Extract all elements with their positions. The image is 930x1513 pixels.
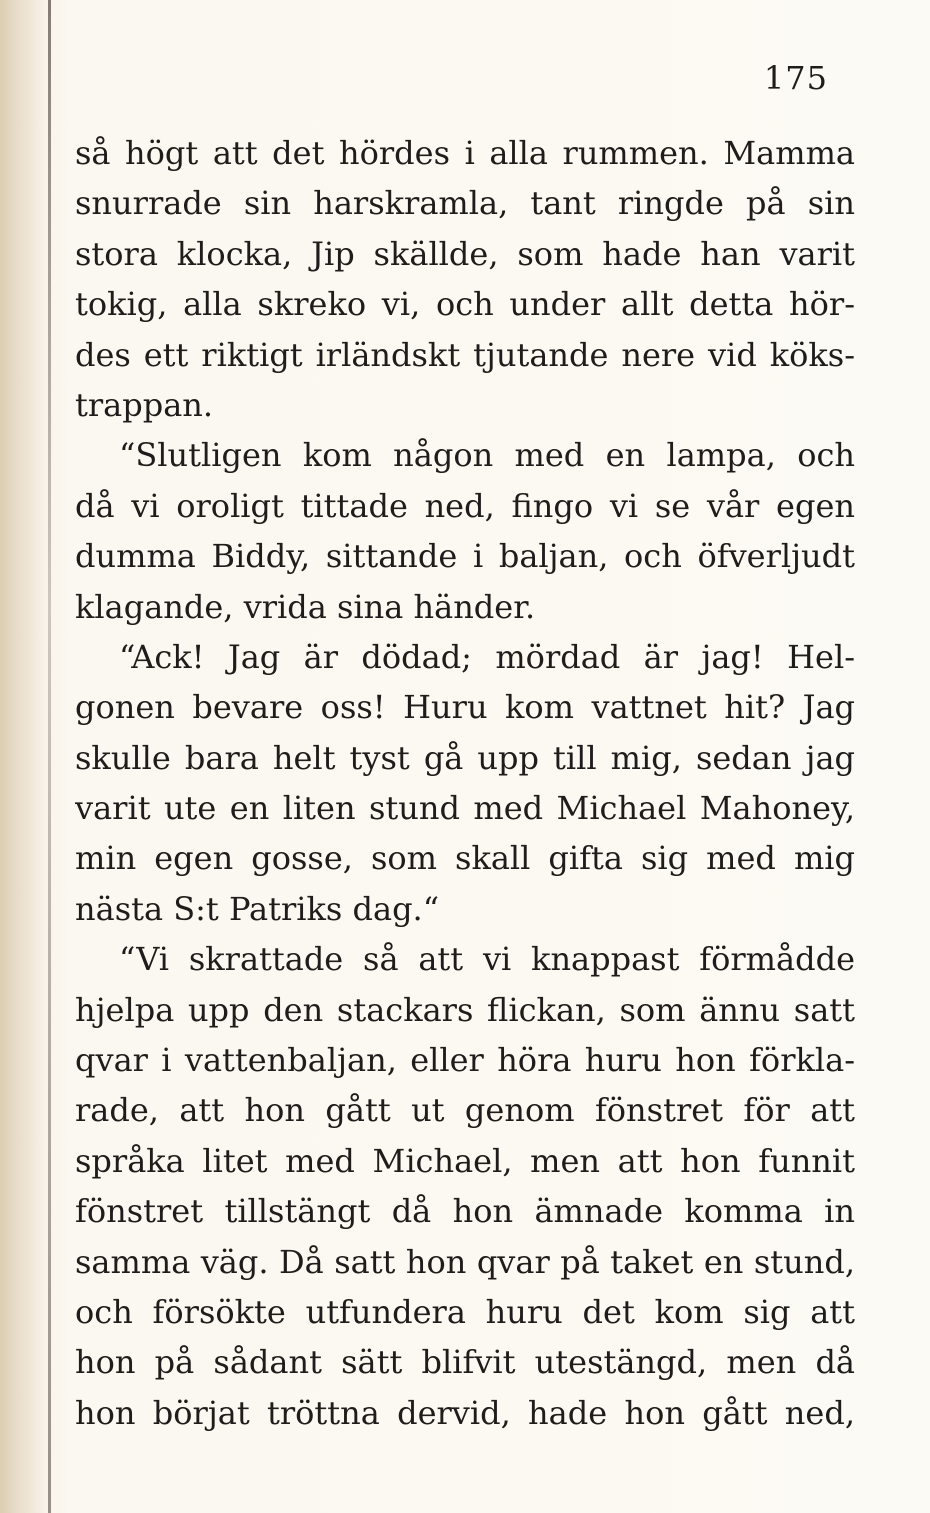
text-line: gonen bevare oss! Huru kom vattnet hit? Jag: [75, 688, 855, 727]
text-line: hon börjat tröttna dervid, hade hon gått ned,: [75, 1393, 855, 1432]
text-line: tokig, alla skreko vi, och under allt detta hör-: [75, 285, 855, 324]
text-line: språka litet med Michael, men att hon funnit: [75, 1141, 855, 1180]
text-line: “Vi skrattade så att vi knappast förmådde: [119, 940, 855, 979]
text-line: och försökte utfundera huru det kom sig att: [75, 1292, 855, 1331]
text-line: qvar i vattenbaljan, eller höra huru hon förkla-: [75, 1041, 855, 1080]
text-line: så högt att det hördes i alla rummen. Mamma: [75, 134, 855, 172]
text-line: då vi oroligt tittade ned, fingo vi se vår egen: [75, 486, 855, 525]
text-line: dumma Biddy, sittande i baljan, och öfverljudt: [75, 537, 855, 576]
page-binding-edge: [48, 0, 51, 1513]
text-line: hjelpa upp den stackars flickan, som ännu satt: [75, 990, 855, 1029]
text-line: min egen gosse, som skall gifta sig med mig: [75, 839, 855, 878]
text-line: “Ack! Jag är dödad; mördad är jag! Hel-: [119, 637, 855, 676]
text-line: hon på sådant sätt blifvit utestängd, men då: [75, 1343, 855, 1382]
text-line: varit ute en liten stund med Michael Mahoney,: [75, 789, 855, 828]
text-line: snurrade sin harskramla, tant ringde på sin: [75, 184, 855, 223]
text-line: nästa S:t Patriks dag.“: [75, 889, 440, 928]
text-line: klagande, vrida sina händer.: [75, 587, 536, 626]
text-line: stora klocka, Jip skällde, som hade han varit: [75, 234, 855, 273]
page-number: 175: [763, 59, 828, 97]
text-line: fönstret tillstängt då hon ämnade komma in: [75, 1192, 855, 1231]
text-line: skulle bara helt tyst gå upp till mig, sedan jag: [75, 738, 855, 777]
text-line: des ett riktigt irländskt tjutande nere vid köks-: [75, 335, 855, 374]
text-line: trappan.: [75, 385, 214, 424]
text-line: samma väg. Då satt hon qvar på taket en stund,: [75, 1242, 855, 1281]
text-line: rade, att hon gått ut genom fönstret för att: [75, 1091, 855, 1130]
body-text: [75, 128, 855, 1438]
text-line: “Slutligen kom någon med en lampa, och: [119, 436, 855, 475]
page-binding-shadow: [0, 0, 46, 1513]
